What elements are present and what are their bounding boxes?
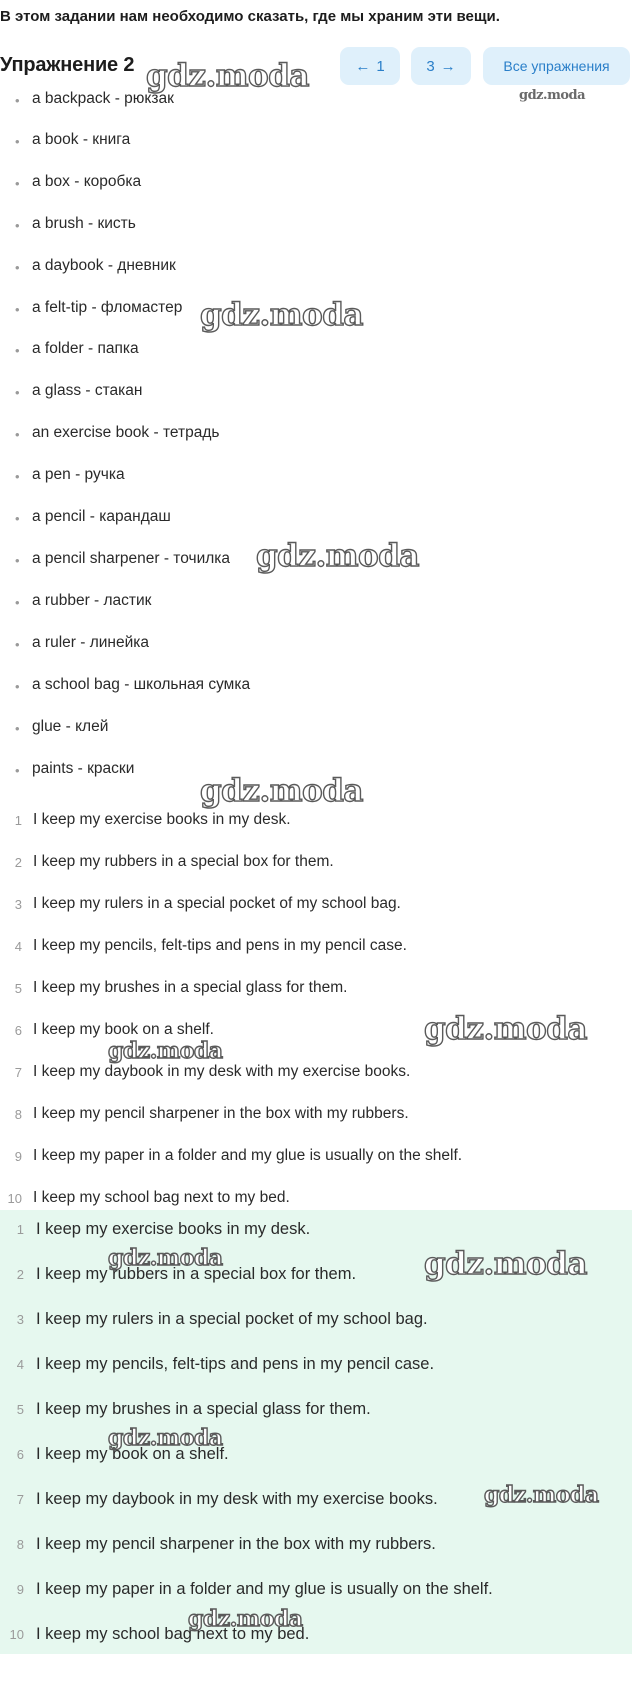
item-number: 6	[14, 1023, 22, 1038]
solution-text: I keep my rulers in a special pocket of my school bag.	[36, 1310, 428, 1328]
watermark: gdz.moda	[108, 1038, 223, 1064]
watermark: gdz.moda	[188, 1606, 303, 1632]
bullet-icon: •	[15, 93, 20, 108]
bullet-icon: •	[15, 260, 20, 275]
item-number: 3	[14, 897, 22, 912]
item-number: 3	[16, 1312, 24, 1327]
bullet-icon: •	[15, 511, 20, 526]
item-number: 10	[7, 1191, 22, 1206]
bullet-icon: •	[15, 721, 20, 736]
vocab-text: a backpack - рюкзак	[32, 90, 174, 107]
item-number: 1	[14, 813, 22, 828]
arrow-right-icon: →	[440, 57, 456, 75]
bullet-icon: •	[15, 595, 20, 610]
item-number: 4	[16, 1357, 24, 1372]
watermark: gdz.moda	[256, 538, 419, 574]
item-number: 8	[14, 1107, 22, 1122]
vocab-text: a pencil sharpener - точилка	[32, 550, 231, 567]
bullet-icon: •	[15, 176, 20, 191]
solution-text: I keep my brushes in a special glass for them.	[36, 1400, 371, 1418]
prev-exercise-label: 1	[376, 57, 385, 75]
bullet-icon: •	[15, 427, 20, 442]
item-number: 2	[14, 855, 22, 870]
vocab-text: a glass - стакан	[32, 382, 143, 399]
answer-text: I keep my school bag next to my bed.	[33, 1189, 290, 1206]
bullet-icon: •	[15, 134, 20, 149]
answer-text: I keep my pencil sharpener in the box with my rubbers.	[33, 1105, 409, 1122]
task-intro: В этом задании нам необходимо сказать, где мы храним эти вещи.	[0, 8, 500, 25]
item-number: 10	[9, 1627, 24, 1642]
item-number: 9	[16, 1582, 24, 1597]
solution-text: I keep my paper in a folder and my glue is usually on the shelf.	[36, 1580, 493, 1598]
solution-text: I keep my school bag next to my bed.	[36, 1625, 310, 1643]
vocab-text: a box - коробка	[32, 173, 142, 190]
exercise-title: Упражнение 2	[0, 54, 135, 76]
prev-exercise-button[interactable]	[340, 47, 400, 85]
watermark: gdz.moda	[200, 773, 363, 809]
item-number: 1	[16, 1222, 24, 1237]
answer-text: I keep my pencils, felt-tips and pens in my pencil case.	[33, 937, 407, 954]
vocab-text: a brush - кисть	[32, 215, 136, 232]
item-number: 8	[16, 1537, 24, 1552]
bullet-icon: •	[15, 679, 20, 694]
solution-text: I keep my exercise books in my desk.	[36, 1220, 311, 1238]
watermark: gdz.moda	[108, 1245, 223, 1271]
bullet-icon: •	[15, 763, 20, 778]
item-number: 9	[14, 1149, 22, 1164]
vocab-text: an exercise book - тетрадь	[32, 424, 220, 441]
vocab-text: a ruler - линейка	[32, 634, 149, 651]
vocab-text: a felt-tip - фломастер	[32, 299, 183, 316]
item-number: 5	[14, 981, 22, 996]
vocab-text: a pencil - карандаш	[32, 508, 171, 525]
watermark: gdz.moda	[108, 1425, 223, 1451]
answer-text: I keep my rubbers in a special box for them.	[33, 853, 334, 870]
item-number: 6	[16, 1447, 24, 1462]
all-exercises-label: Все упражнения	[503, 58, 610, 74]
vocab-text: paints - краски	[32, 760, 135, 777]
vocab-text: a daybook - дневник	[32, 257, 176, 274]
vocab-text: a school bag - школьная сумка	[32, 676, 251, 693]
solution-text: I keep my pencil sharpener in the box with my rubbers.	[36, 1535, 436, 1553]
vocab-text: a book - книга	[32, 131, 131, 148]
item-number: 4	[14, 939, 22, 954]
solution-text: I keep my pencils, felt-tips and pens in my pencil case.	[36, 1355, 435, 1373]
item-number: 5	[16, 1402, 24, 1417]
bullet-icon: •	[15, 553, 20, 568]
watermark: gdz.moda	[484, 1482, 599, 1508]
answer-text: I keep my daybook in my desk with my exercise books.	[33, 1063, 411, 1080]
watermark: gdz.moda	[519, 88, 586, 103]
bullet-icon: •	[15, 385, 20, 400]
bullet-icon: •	[15, 218, 20, 233]
solution-text: I keep my book on a shelf.	[36, 1445, 229, 1463]
solution-text: I keep my rubbers in a special box for them.	[36, 1265, 357, 1283]
watermark: gdz.moda	[200, 297, 363, 333]
vocab-text: a folder - папка	[32, 340, 139, 357]
item-number: 7	[16, 1492, 24, 1507]
bullet-icon: •	[15, 469, 20, 484]
answer-text: I keep my rulers in a special pocket of my school bag.	[33, 895, 401, 912]
next-exercise-button[interactable]	[411, 47, 471, 85]
vocab-text: glue - клей	[32, 718, 109, 735]
item-number: 2	[16, 1267, 24, 1282]
answer-text: I keep my paper in a folder and my glue is usually on the shelf.	[33, 1147, 463, 1164]
bullet-icon: •	[15, 302, 20, 317]
vocab-text: a rubber - ластик	[32, 592, 152, 609]
solution-text: I keep my daybook in my desk with my exercise books.	[36, 1490, 438, 1508]
watermark: gdz.moda	[424, 1011, 587, 1047]
vocab-text: a pen - ручка	[32, 466, 125, 483]
watermark: gdz.moda	[424, 1246, 587, 1282]
watermark: gdz.moda	[146, 58, 309, 94]
answer-text: I keep my book on a shelf.	[33, 1021, 214, 1038]
all-exercises-button[interactable]	[483, 47, 630, 85]
answer-text: I keep my brushes in a special glass for them.	[33, 979, 348, 996]
next-exercise-label: 3	[426, 57, 435, 75]
answer-text: I keep my exercise books in my desk.	[33, 811, 291, 828]
arrow-left-icon: ←	[355, 57, 371, 75]
bullet-icon: •	[15, 343, 20, 358]
item-number: 7	[14, 1065, 22, 1080]
bullet-icon: •	[15, 637, 20, 652]
